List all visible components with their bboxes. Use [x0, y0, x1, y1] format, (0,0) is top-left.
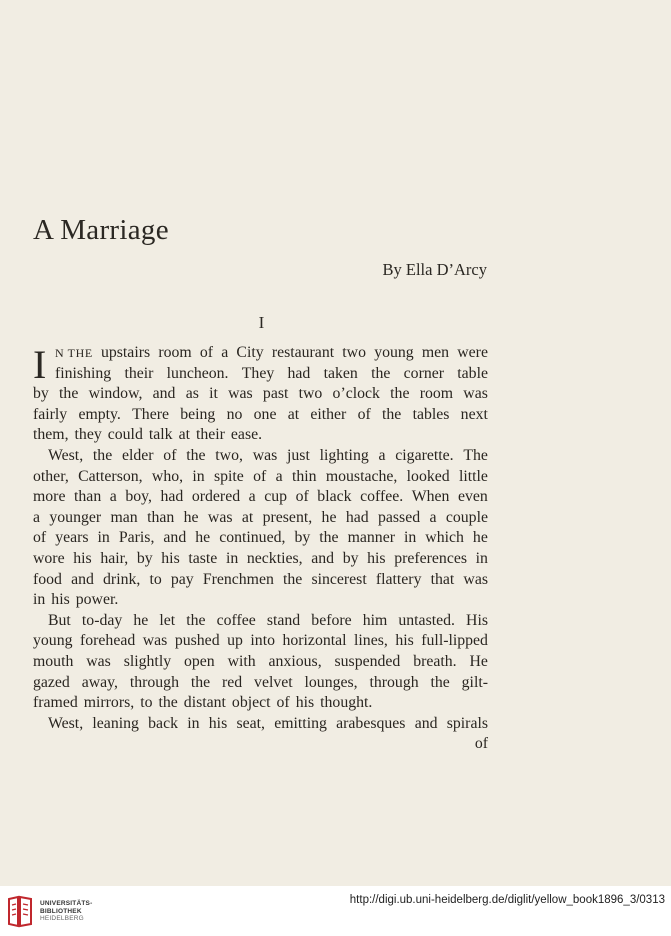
word: to-day	[81, 611, 123, 629]
word: had	[160, 488, 184, 506]
text-line	[33, 405, 488, 426]
word: the	[158, 694, 178, 712]
word: by	[342, 549, 359, 567]
word: his	[367, 549, 386, 567]
word: before	[311, 611, 352, 629]
word: present,	[262, 508, 313, 526]
word: anxious,	[268, 652, 322, 670]
word: he	[183, 508, 199, 526]
word: a	[33, 508, 41, 526]
word: the	[430, 673, 450, 691]
word: luncheon.	[166, 364, 229, 382]
word: let	[159, 611, 176, 629]
word: the	[382, 405, 402, 423]
word: thin	[291, 467, 317, 485]
word: manner	[347, 529, 395, 547]
word: cup	[264, 488, 288, 506]
text-line	[33, 487, 488, 508]
word: couple	[445, 508, 488, 526]
word: through	[369, 673, 419, 691]
word: preferences	[394, 549, 468, 567]
text-line	[33, 508, 488, 529]
drop-cap: I	[33, 342, 47, 387]
word: horizontal	[282, 632, 347, 650]
word: to	[149, 570, 162, 588]
word: back	[148, 714, 178, 732]
word: leaning	[92, 714, 139, 732]
word: at	[178, 426, 190, 444]
word: in	[475, 549, 488, 567]
word: his	[295, 694, 315, 712]
word: spirals	[446, 714, 488, 732]
word: to	[140, 694, 153, 712]
word: open	[183, 652, 215, 670]
word: had	[287, 364, 311, 382]
word: the	[371, 364, 391, 382]
library-name	[40, 900, 92, 923]
chapter-number: I	[258, 313, 265, 332]
text-line	[33, 446, 488, 467]
word: window,	[88, 385, 143, 403]
word: breath.	[413, 652, 457, 670]
word: even	[458, 488, 488, 506]
word: up	[227, 632, 243, 650]
word: and	[311, 549, 335, 567]
word: room	[419, 385, 454, 403]
word: a	[275, 467, 283, 485]
word: men	[421, 344, 450, 361]
word: He	[469, 652, 488, 670]
word: years	[55, 529, 89, 547]
word: framed	[33, 694, 78, 712]
word: by	[294, 529, 311, 547]
word: o’clock	[332, 385, 380, 403]
word: as	[185, 385, 199, 403]
word: he	[133, 611, 149, 629]
university-library-logo-icon	[6, 895, 34, 928]
word: young	[33, 632, 73, 650]
word: his	[73, 549, 92, 567]
word: in	[403, 529, 417, 547]
text-line	[33, 652, 488, 673]
word: sincerest	[311, 570, 367, 588]
word: arabesques	[336, 714, 406, 732]
word: either	[310, 405, 347, 423]
text-line	[33, 673, 488, 694]
word: room	[158, 344, 192, 361]
word: pushed	[174, 632, 220, 650]
word: seat,	[236, 714, 265, 732]
word: gilt-	[461, 673, 488, 691]
word: lines,	[354, 632, 388, 650]
word: gazed	[33, 673, 70, 691]
source-url[interactable]: http://digi.ub.uni-heidelberg.de/diglit/yellow_book1896_3/0313	[349, 894, 665, 906]
word: restaurant	[271, 344, 335, 361]
word: of	[276, 694, 290, 712]
word: elder	[121, 446, 154, 464]
word: mouth	[33, 652, 74, 670]
word: West,	[48, 714, 84, 732]
word: finishing	[55, 364, 112, 382]
word: more	[33, 488, 66, 506]
word: the	[190, 673, 211, 691]
word: was	[252, 446, 278, 464]
word: table	[457, 364, 488, 382]
word: away,	[81, 673, 118, 691]
word: them,	[33, 426, 69, 444]
word: coffee	[216, 611, 256, 629]
word: was	[463, 570, 488, 588]
word: it	[209, 385, 218, 403]
text-line	[33, 425, 488, 446]
word: two	[298, 385, 323, 403]
word: the	[59, 385, 79, 403]
word: food	[33, 570, 62, 588]
word: that	[430, 570, 455, 588]
word: mirrors,	[83, 694, 135, 712]
word: moustache,	[325, 467, 398, 485]
word: his	[395, 632, 414, 650]
word: and	[414, 714, 438, 732]
word: full-lipped	[421, 632, 488, 650]
word: lounges,	[304, 673, 358, 691]
word: just	[287, 446, 310, 464]
word: and	[163, 529, 187, 547]
library-name-line: HEIDELBERG	[40, 915, 84, 922]
word: their	[195, 426, 225, 444]
word: taste	[188, 549, 218, 567]
word: West,	[48, 446, 84, 464]
text-line	[33, 611, 488, 632]
text-line	[33, 570, 488, 591]
word: at	[287, 405, 300, 423]
word: a	[378, 446, 386, 464]
word: slightly	[123, 652, 172, 670]
word: passed	[378, 508, 421, 526]
word: who,	[151, 467, 184, 485]
word: being	[180, 405, 216, 423]
word: his	[208, 714, 228, 732]
word: ordered	[191, 488, 241, 506]
word: were	[457, 344, 488, 361]
word: and	[71, 570, 94, 588]
word: pay	[170, 570, 194, 588]
word: at	[241, 508, 254, 526]
word: spite	[213, 467, 244, 485]
word: which	[425, 529, 464, 547]
word: corner	[403, 364, 444, 382]
word: little	[458, 467, 488, 485]
text-line	[33, 528, 488, 549]
word: his	[161, 549, 180, 567]
word: forehead	[80, 632, 136, 650]
word: man	[110, 508, 138, 526]
word: was	[207, 508, 233, 526]
word: hair,	[100, 549, 129, 567]
text-line	[33, 590, 488, 611]
word: than	[147, 508, 175, 526]
word: than	[74, 488, 102, 506]
word: his	[51, 591, 70, 609]
word: But	[48, 611, 71, 629]
word: a	[248, 488, 256, 506]
word: red	[222, 673, 243, 691]
text-line	[33, 714, 488, 735]
word: Frenchmen	[202, 570, 274, 588]
text-line	[33, 384, 488, 405]
word: in	[192, 467, 205, 485]
word: was	[86, 652, 111, 670]
word: power.	[75, 591, 119, 609]
word: the	[92, 446, 113, 464]
word: N THE	[55, 346, 93, 360]
word: of	[33, 529, 47, 547]
word: by	[33, 385, 49, 403]
word: in	[187, 714, 200, 732]
word: boy,	[125, 488, 152, 506]
word: with	[227, 652, 256, 670]
word: the	[283, 570, 303, 588]
text-line	[33, 364, 488, 385]
story-title: A Marriage	[33, 214, 169, 246]
word: lighting	[319, 446, 369, 464]
word: City	[236, 344, 264, 361]
footer-bar	[0, 886, 671, 936]
author-byline: By Ella D’Arcy	[382, 260, 487, 279]
word: into	[250, 632, 275, 650]
word: two	[342, 344, 366, 361]
word: past	[262, 385, 289, 403]
library-name-line: UNIVERSITÄTS-	[40, 900, 93, 907]
word: suspended	[334, 652, 401, 670]
word: fairly	[33, 405, 68, 423]
word: could	[107, 426, 143, 444]
word: cigarette.	[395, 446, 454, 464]
text-line	[33, 693, 488, 714]
word: next	[460, 405, 488, 423]
word: Paris,	[118, 529, 155, 547]
word: of	[253, 467, 267, 485]
word: was	[228, 385, 253, 403]
library-name-line: BIBLIOTHEK	[40, 907, 82, 915]
word: object	[231, 694, 271, 712]
word: emitting	[274, 714, 327, 732]
word: through	[129, 673, 179, 691]
word: neckties,	[246, 549, 303, 567]
word: upstairs	[100, 344, 151, 361]
word: His	[466, 611, 488, 629]
word: talk	[148, 426, 173, 444]
word: of	[163, 446, 177, 464]
word: two,	[215, 446, 243, 464]
word: untasted.	[398, 611, 455, 629]
word: the	[186, 446, 206, 464]
word: stand	[266, 611, 301, 629]
word: a	[221, 344, 229, 361]
word: and	[152, 385, 176, 403]
story-body	[33, 343, 488, 755]
word: a	[109, 488, 117, 506]
word: had	[345, 508, 369, 526]
word: empty.	[78, 405, 121, 423]
word: of	[357, 405, 371, 423]
word: young	[374, 344, 414, 361]
word: him	[362, 611, 388, 629]
word: Catterson,	[78, 467, 143, 485]
text-line	[33, 343, 488, 364]
text-line	[33, 631, 488, 652]
word: of	[295, 488, 309, 506]
word: thought.	[320, 694, 373, 712]
word: their	[124, 364, 154, 382]
word: a	[429, 508, 437, 526]
word: wore	[33, 549, 65, 567]
text-line	[33, 467, 488, 488]
word: in	[225, 549, 239, 567]
word: taken	[323, 364, 358, 382]
word: black	[317, 488, 352, 506]
word: tables	[412, 405, 450, 423]
word: of	[199, 344, 214, 361]
word: coffee.	[360, 488, 404, 506]
word: ease.	[230, 426, 263, 444]
word: drink,	[103, 570, 141, 588]
word: the	[390, 385, 410, 403]
word: The	[463, 446, 488, 464]
word: they	[74, 426, 102, 444]
word: he	[472, 529, 488, 547]
word: flattery	[375, 570, 422, 588]
word: They	[241, 364, 275, 382]
word: he	[321, 508, 337, 526]
word: the	[319, 529, 339, 547]
word: There	[132, 405, 169, 423]
word: in	[97, 529, 110, 547]
word: was	[463, 385, 488, 403]
word: he	[195, 529, 211, 547]
word: looked	[406, 467, 450, 485]
word: was	[142, 632, 168, 650]
word: velvet	[254, 673, 293, 691]
catchword: of	[474, 735, 488, 753]
word: other,	[33, 467, 69, 485]
word: by	[136, 549, 153, 567]
word: continued,	[219, 529, 286, 547]
word: distant	[183, 694, 226, 712]
word: no	[226, 405, 243, 423]
word: one	[253, 405, 277, 423]
word: the	[186, 611, 206, 629]
word: in	[33, 591, 46, 609]
word: When	[411, 488, 450, 506]
text-line	[33, 549, 488, 570]
word: younger	[49, 508, 102, 526]
